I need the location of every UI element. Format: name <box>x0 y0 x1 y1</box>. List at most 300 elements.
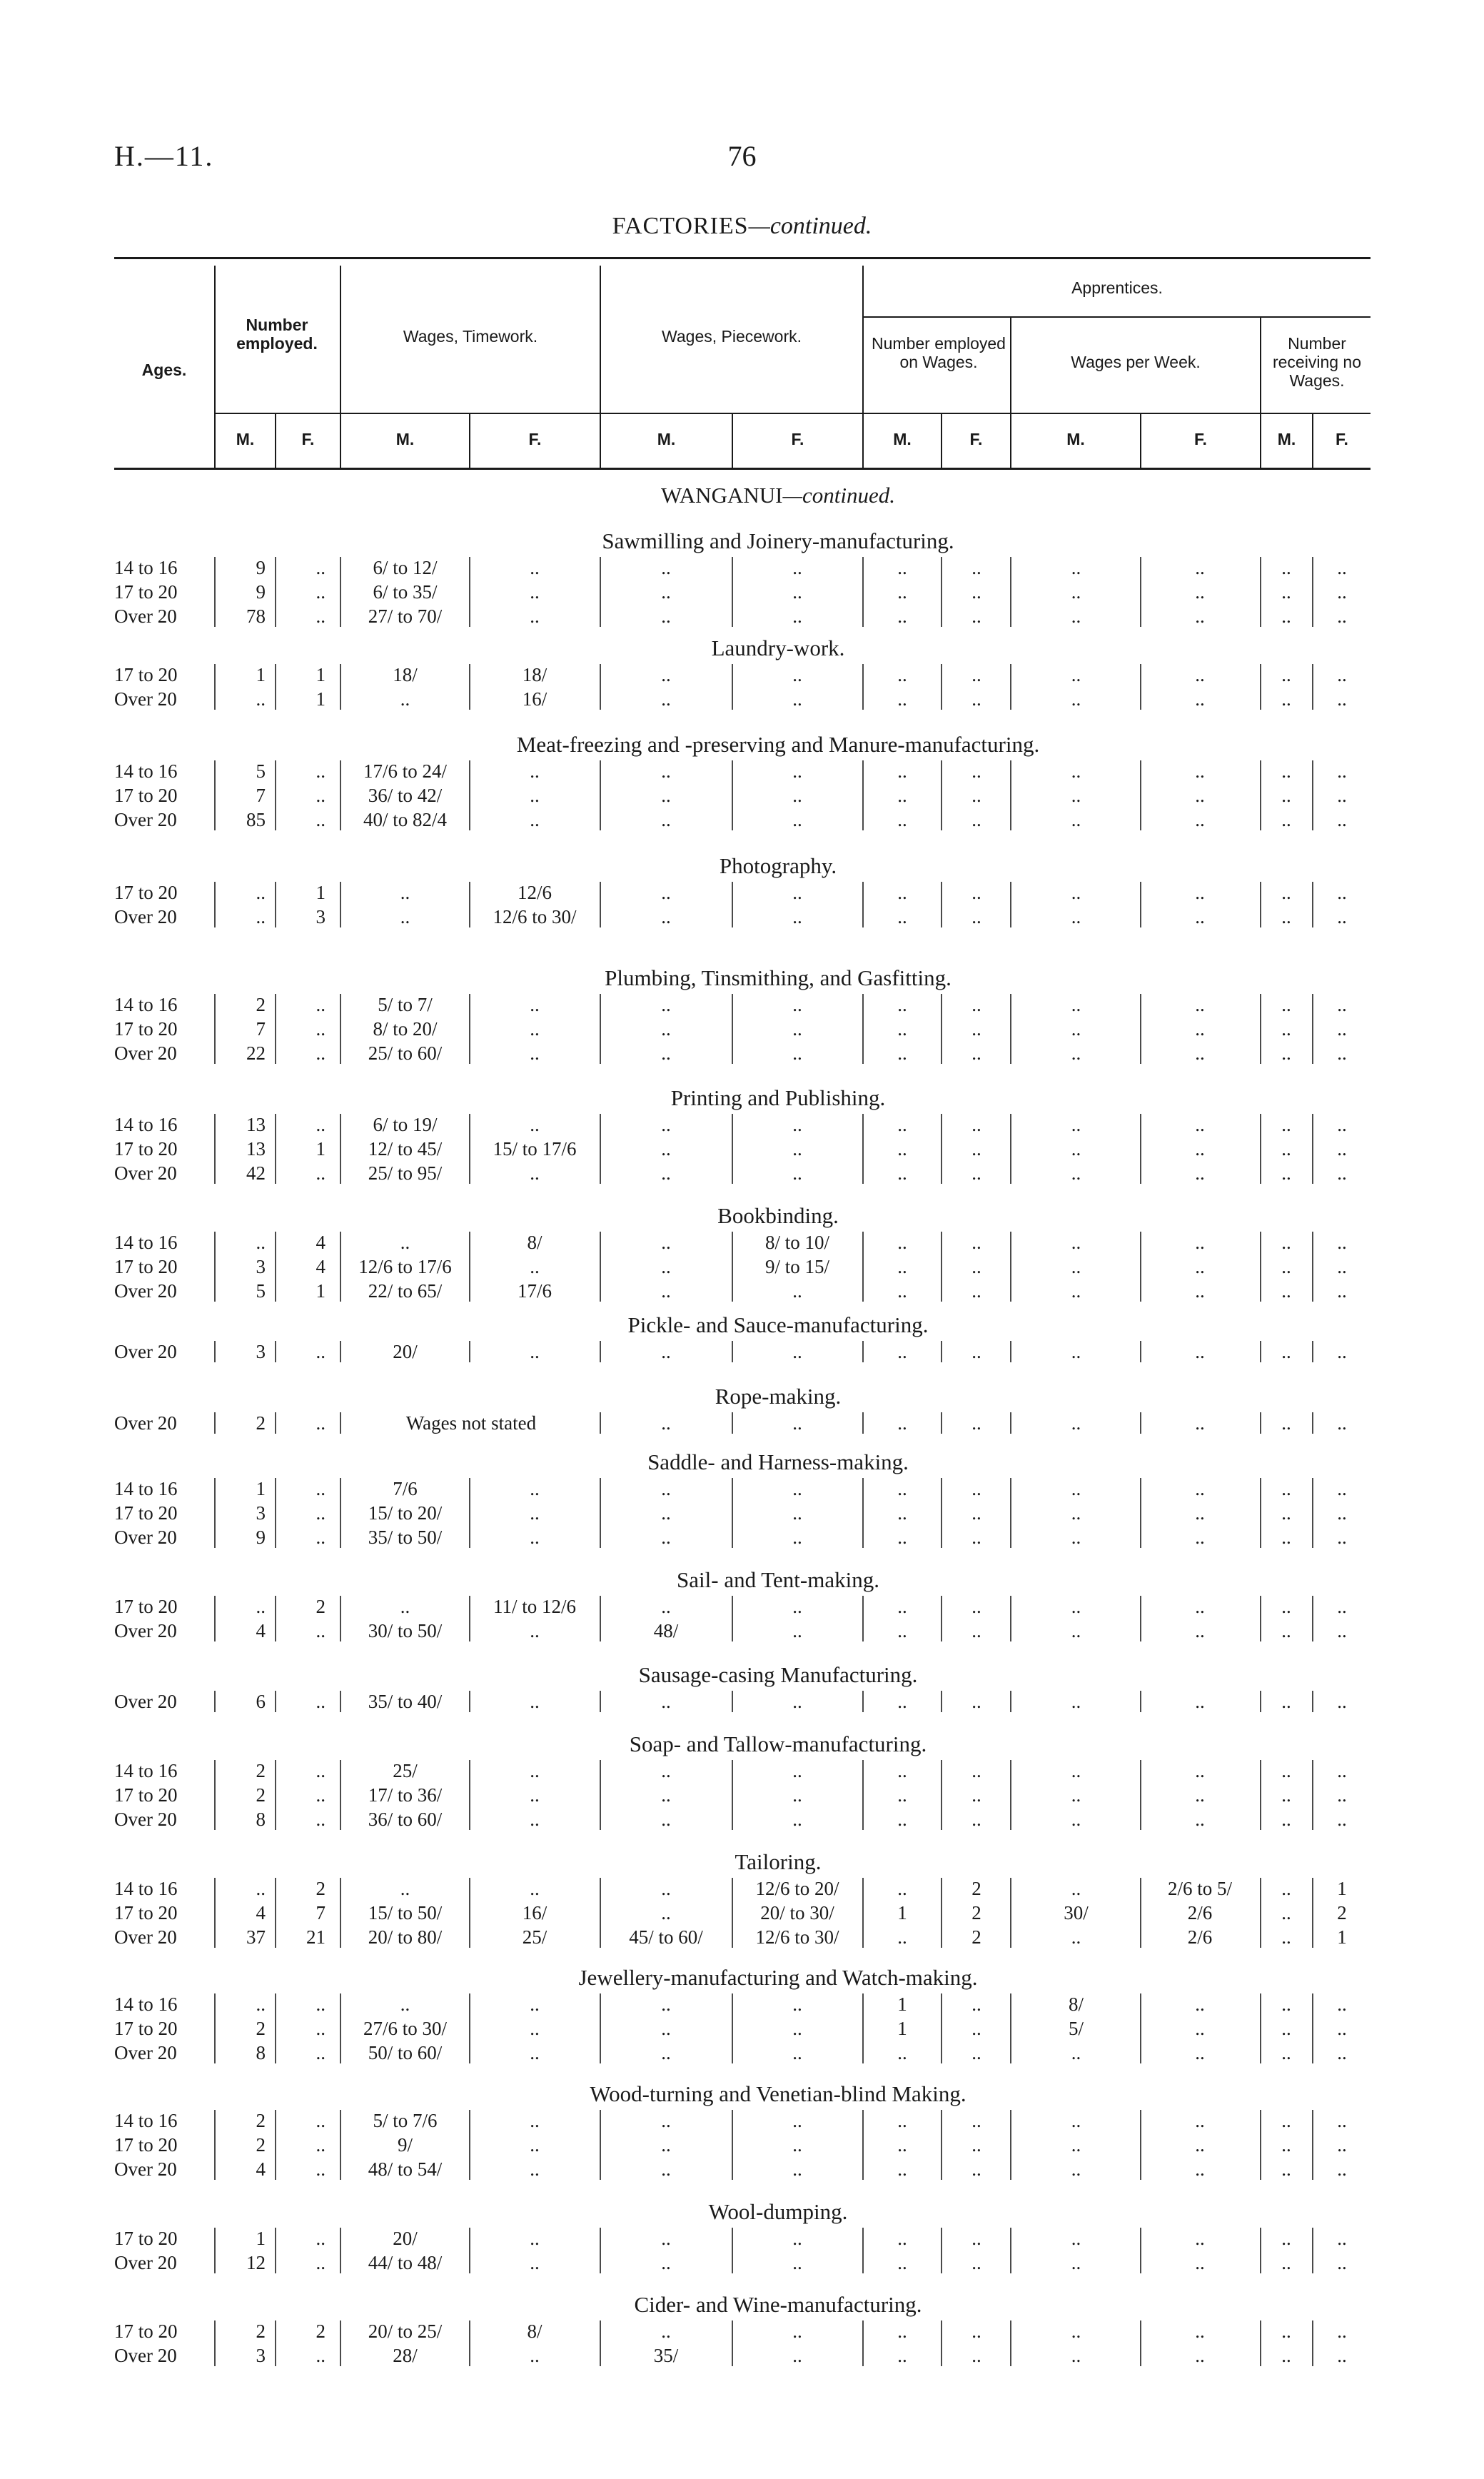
table-cell: .. <box>661 1280 671 1302</box>
table-cell: .. <box>971 1232 981 1253</box>
table-cell: .. <box>971 2110 981 2131</box>
table-cell: .. <box>661 760 671 782</box>
table-cell: .. <box>1195 1042 1205 1064</box>
table-cell: 3 <box>256 1502 266 1524</box>
table-cell: 3 <box>256 1341 266 1362</box>
age-cell: 14 to 16 <box>114 1760 178 1781</box>
table-cell: .. <box>1281 557 1291 578</box>
table-cell: 12/6 <box>517 882 552 903</box>
table-cell: .. <box>530 809 540 830</box>
table-cell: .. <box>971 2042 981 2063</box>
table-cell: 30/ to 50/ <box>368 1620 443 1641</box>
table-cell: .. <box>792 664 802 685</box>
section-title: Sausage-casing Manufacturing. <box>638 1662 918 1687</box>
header-app-employed-m: M. <box>893 430 912 448</box>
table-cell: .. <box>661 1138 671 1160</box>
table-cell: .. <box>1281 994 1291 1015</box>
age-cell: Over 20 <box>114 1280 177 1302</box>
table-cell: .. <box>792 1138 802 1160</box>
table-cell: .. <box>316 2228 325 2249</box>
section-title: Bookbinding. <box>717 1203 839 1228</box>
table-cell: .. <box>530 760 540 782</box>
table-cell: .. <box>1071 1926 1081 1948</box>
table-cell: .. <box>971 1993 981 2015</box>
table-cell: .. <box>897 1527 907 1548</box>
table-cell: .. <box>1337 581 1347 603</box>
table-cell: 15/ to 17/6 <box>493 1138 577 1160</box>
table-cell: .. <box>792 1018 802 1040</box>
table-cell: .. <box>661 1502 671 1524</box>
table-cell: .. <box>661 2158 671 2180</box>
table-cell: 8/ to 20/ <box>373 1018 438 1040</box>
age-cell: Over 20 <box>114 1162 177 1184</box>
table-cell: .. <box>971 1502 981 1524</box>
table-cell: .. <box>316 1018 325 1040</box>
table-cell: 22/ to 65/ <box>368 1280 443 1302</box>
header-mid-rule <box>214 413 1371 414</box>
table-row <box>0 1161 1484 1185</box>
table-cell: .. <box>1195 2345 1205 2366</box>
table-cell: .. <box>792 1993 802 2015</box>
table-cell: 2/6 to 5/ <box>1167 1878 1232 1899</box>
table-cell: .. <box>1195 2320 1205 2342</box>
table-cell: .. <box>316 1478 325 1499</box>
table-row <box>0 2157 1484 2181</box>
table-cell: .. <box>792 605 802 627</box>
table-cell: 5/ <box>1068 2018 1084 2039</box>
section-title: Cider- and Wine-manufacturing. <box>634 2292 922 2317</box>
table-cell: 13 <box>246 1114 266 1135</box>
table-cell: .. <box>792 2320 802 2342</box>
table-cell: .. <box>1071 664 1081 685</box>
page-title-suffix: —continued. <box>748 213 872 239</box>
table-cell: .. <box>1195 2018 1205 2039</box>
table-cell: .. <box>971 2018 981 2039</box>
table-cell: 20/ to 30/ <box>760 1902 834 1924</box>
table-row <box>0 2226 1484 2251</box>
header-top-rule <box>114 257 1371 259</box>
table-cell: .. <box>1071 1042 1081 1064</box>
table-cell: .. <box>1071 2158 1081 2180</box>
table-row <box>0 555 1484 580</box>
table-cell: .. <box>316 1809 325 1830</box>
table-cell: .. <box>1337 1478 1347 1499</box>
table-row <box>0 1411 1484 1435</box>
table-cell: 4 <box>256 1902 266 1924</box>
age-cell: 17 to 20 <box>114 1596 178 1617</box>
table-cell: .. <box>897 1162 907 1184</box>
table-cell: .. <box>661 2110 671 2131</box>
table-cell: .. <box>897 1878 907 1899</box>
table-cell: .. <box>1195 994 1205 1015</box>
table-cell: .. <box>1337 906 1347 927</box>
table-row <box>0 1992 1484 2016</box>
table-cell: .. <box>530 1620 540 1641</box>
table-cell: .. <box>897 906 907 927</box>
table-cell: .. <box>316 2042 325 2063</box>
age-cell: Over 20 <box>114 1926 177 1948</box>
header-app-wages-f: F. <box>1194 430 1207 448</box>
table-cell: .. <box>1337 2228 1347 2249</box>
age-cell: Over 20 <box>114 605 177 627</box>
table-cell: 1 <box>256 664 266 685</box>
table-cell: 2 <box>256 1412 266 1434</box>
table-cell: .. <box>1071 2252 1081 2273</box>
table-cell: 12/6 to 30/ <box>493 906 577 927</box>
table-cell: .. <box>897 1042 907 1064</box>
table-cell: .. <box>530 994 540 1015</box>
table-row <box>0 1901 1484 1925</box>
table-cell: .. <box>897 2320 907 2342</box>
table-cell: 1 <box>897 1902 907 1924</box>
table-cell: .. <box>1281 1620 1291 1641</box>
table-cell: .. <box>897 785 907 806</box>
table-row <box>0 604 1484 628</box>
table-cell: .. <box>1337 994 1347 1015</box>
table-cell: .. <box>316 2110 325 2131</box>
table-cell: .. <box>1281 2345 1291 2366</box>
table-cell: .. <box>1337 2320 1347 2342</box>
table-cell: 35/ to 40/ <box>368 1691 443 1712</box>
table-cell: .. <box>661 785 671 806</box>
table-cell: .. <box>1195 1138 1205 1160</box>
table-cell: .. <box>897 2042 907 2063</box>
table-cell: .. <box>661 1232 671 1253</box>
page-title <box>0 213 1484 240</box>
table-cell: 48/ to 54/ <box>368 2158 443 2180</box>
table-row <box>0 1594 1484 1619</box>
table-cell: .. <box>897 1114 907 1135</box>
table-cell: .. <box>1281 785 1291 806</box>
table-cell: 2/6 <box>1187 1902 1213 1924</box>
table-cell: .. <box>661 1878 671 1899</box>
table-cell: .. <box>256 882 266 903</box>
table-cell: .. <box>1195 1280 1205 1302</box>
table-cell: .. <box>1281 1412 1291 1434</box>
table-cell: .. <box>316 2252 325 2273</box>
table-cell: .. <box>792 785 802 806</box>
table-cell: 78 <box>246 605 266 627</box>
table-cell: .. <box>971 1691 981 1712</box>
table-cell: 1 <box>316 664 325 685</box>
age-cell: 14 to 16 <box>114 2110 178 2131</box>
header-app-nowages-m: M. <box>1277 430 1296 448</box>
table-cell: .. <box>1195 2042 1205 2063</box>
table-cell: .. <box>661 2042 671 2063</box>
header-number-employed: Number employed. <box>236 316 318 353</box>
table-cell: .. <box>792 1042 802 1064</box>
table-cell: 1 <box>256 2228 266 2249</box>
table-cell: .. <box>1281 2158 1291 2180</box>
table-cell: 15/ to 20/ <box>368 1502 443 1524</box>
table-cell: .. <box>1337 2134 1347 2156</box>
table-cell: .. <box>316 2134 325 2156</box>
table-cell: .. <box>1195 1478 1205 1499</box>
table-cell: .. <box>897 664 907 685</box>
table-cell: .. <box>971 1138 981 1160</box>
table-cell: .. <box>1195 1256 1205 1277</box>
table-cell: .. <box>1071 2345 1081 2366</box>
table-cell: .. <box>971 2345 981 2366</box>
table-cell: .. <box>400 882 410 903</box>
table-cell: .. <box>1071 1502 1081 1524</box>
table-cell: .. <box>530 1162 540 1184</box>
table-cell: .. <box>1071 1256 1081 1277</box>
table-cell: .. <box>1071 1878 1081 1899</box>
table-cell: 12/ to 45/ <box>368 1138 443 1160</box>
table-cell: .. <box>661 1412 671 1434</box>
table-cell: .. <box>897 1256 907 1277</box>
section-title: Sail- and Tent-making. <box>677 1567 879 1592</box>
table-cell: .. <box>1281 2252 1291 2273</box>
table-cell: .. <box>1337 1412 1347 1434</box>
age-cell: 14 to 16 <box>114 1878 178 1899</box>
age-cell: 17 to 20 <box>114 2018 178 2039</box>
section-title: Wool-dumping. <box>708 2199 848 2224</box>
table-cell: .. <box>792 1502 802 1524</box>
table-cell: .. <box>1195 2158 1205 2180</box>
table-cell: .. <box>1195 1018 1205 1040</box>
table-cell: .. <box>792 760 802 782</box>
table-cell: 20/ to 25/ <box>368 2320 443 2342</box>
table-cell: .. <box>661 1993 671 2015</box>
table-cell: 1 <box>897 1993 907 2015</box>
table-cell: .. <box>1195 1527 1205 1548</box>
table-cell: .. <box>1337 1114 1347 1135</box>
table-cell: 9 <box>256 557 266 578</box>
table-cell: 37 <box>246 1926 266 1948</box>
table-cell: .. <box>971 2158 981 2180</box>
header-timework-f: F. <box>528 430 542 448</box>
age-cell: 17 to 20 <box>114 664 178 685</box>
region-heading <box>128 483 1428 508</box>
table-cell: 7 <box>316 1902 325 1924</box>
table-cell: .. <box>1281 1502 1291 1524</box>
table-cell: .. <box>1337 1760 1347 1781</box>
table-cell: 8/ <box>1068 1993 1084 2015</box>
table-row <box>0 1525 1484 1549</box>
table-cell: 3 <box>316 906 325 927</box>
section-title: Soap- and Tallow-manufacturing. <box>629 1731 927 1756</box>
header-number-m: M. <box>236 430 255 448</box>
table-cell: .. <box>971 581 981 603</box>
table-cell: 20/ to 80/ <box>368 1926 443 1948</box>
table-cell: .. <box>661 688 671 710</box>
table-cell: .. <box>530 2345 540 2366</box>
table-cell: .. <box>971 1114 981 1135</box>
age-cell: Over 20 <box>114 906 177 927</box>
table-cell: .. <box>792 809 802 830</box>
table-cell: .. <box>1281 1926 1291 1948</box>
table-cell: .. <box>971 809 981 830</box>
table-row <box>0 687 1484 711</box>
table-cell: 27/6 to 30/ <box>363 2018 447 2039</box>
table-cell: .. <box>1281 2018 1291 2039</box>
table-cell: .. <box>530 1256 540 1277</box>
table-cell: 21 <box>306 1926 325 1948</box>
table-cell: .. <box>1337 809 1347 830</box>
table-cell: .. <box>1337 1138 1347 1160</box>
table-cell: .. <box>530 2252 540 2273</box>
table-cell: .. <box>316 1527 325 1548</box>
header-app-employed-f: F. <box>969 430 983 448</box>
table-cell: 9 <box>256 1527 266 1548</box>
table-cell: .. <box>1337 2252 1347 2273</box>
table-cell: 16/ <box>522 1902 547 1924</box>
table-cell: .. <box>792 1162 802 1184</box>
table-cell: .. <box>661 2320 671 2342</box>
table-cell: .. <box>897 1760 907 1781</box>
header-apprentices-no-wages: Number receiving no Wages. <box>1272 334 1362 390</box>
table-cell: .. <box>1195 2134 1205 2156</box>
table-cell: 4 <box>316 1256 325 1277</box>
table-cell: .. <box>661 1162 671 1184</box>
table-row <box>0 1339 1484 1364</box>
table-cell: .. <box>1281 1760 1291 1781</box>
table-row <box>0 1477 1484 1501</box>
table-cell: .. <box>256 906 266 927</box>
table-cell: 17/6 <box>517 1280 552 1302</box>
table-cell: .. <box>1281 1691 1291 1712</box>
table-cell: .. <box>897 1596 907 1617</box>
table-cell: .. <box>1337 664 1347 685</box>
table-row <box>0 1759 1484 1783</box>
table-cell: 2 <box>256 2110 266 2131</box>
table-cell: .. <box>792 1478 802 1499</box>
header-bottom-rule <box>114 468 1371 470</box>
table-cell: 5/ to 7/6 <box>373 2110 438 2131</box>
table-row <box>0 2133 1484 2157</box>
table-cell: .. <box>1195 1232 1205 1253</box>
table-cell: .. <box>1071 1138 1081 1160</box>
table-cell: .. <box>1337 1691 1347 1712</box>
table-cell: 9/ to 15/ <box>764 1256 829 1277</box>
table-cell: .. <box>661 605 671 627</box>
table-cell: 50/ to 60/ <box>368 2042 443 2063</box>
table-cell: .. <box>971 882 981 903</box>
table-cell: 12 <box>246 2252 266 2273</box>
table-cell: .. <box>400 1232 410 1253</box>
table-cell: .. <box>530 581 540 603</box>
table-cell: 8 <box>256 1809 266 1830</box>
table-cell: .. <box>530 2228 540 2249</box>
table-cell: .. <box>1281 1993 1291 2015</box>
table-cell: .. <box>316 1760 325 1781</box>
table-cell: .. <box>792 2134 802 2156</box>
table-cell: 2 <box>256 2320 266 2342</box>
table-cell: .. <box>1337 2042 1347 2063</box>
table-cell: .. <box>1281 1232 1291 1253</box>
table-cell: 4 <box>256 2158 266 2180</box>
table-cell: 8 <box>256 2042 266 2063</box>
table-cell: 7 <box>256 785 266 806</box>
table-cell: .. <box>661 882 671 903</box>
header-wages-piecework: Wages, Piecework. <box>662 327 802 346</box>
table-cell: .. <box>1281 906 1291 927</box>
table-cell: .. <box>897 1784 907 1806</box>
table-cell: .. <box>897 1691 907 1712</box>
table-cell: .. <box>530 1760 540 1781</box>
section-title: Pickle- and Sauce-manufacturing. <box>627 1312 929 1337</box>
table-cell: .. <box>792 882 802 903</box>
table-cell: 2 <box>971 1878 981 1899</box>
table-cell: .. <box>1281 809 1291 830</box>
table-cell: .. <box>792 2158 802 2180</box>
table-cell: .. <box>316 1784 325 1806</box>
table-cell: .. <box>1281 1114 1291 1135</box>
table-cell: .. <box>1281 760 1291 782</box>
age-cell: Over 20 <box>114 2158 177 2180</box>
table-cell: .. <box>897 1809 907 1830</box>
table-cell: .. <box>1071 2042 1081 2063</box>
table-cell: .. <box>792 688 802 710</box>
table-cell: .. <box>1071 2134 1081 2156</box>
table-cell: .. <box>897 1478 907 1499</box>
age-cell: Over 20 <box>114 1527 177 1548</box>
header-apprentices-wages-per-week: Wages per Week. <box>1071 353 1201 371</box>
table-cell: 5/ to 7/ <box>378 994 433 1015</box>
table-cell: .. <box>661 994 671 1015</box>
table-cell: .. <box>1281 1784 1291 1806</box>
table-cell: .. <box>661 1784 671 1806</box>
table-cell: .. <box>530 1341 540 1362</box>
table-cell: 7 <box>256 1018 266 1040</box>
table-row <box>0 783 1484 808</box>
age-cell: 14 to 16 <box>114 557 178 578</box>
table-cell: .. <box>897 809 907 830</box>
table-cell: 27/ to 70/ <box>368 605 443 627</box>
table-cell: .. <box>792 906 802 927</box>
table-cell: .. <box>971 1596 981 1617</box>
table-cell: .. <box>971 664 981 685</box>
table-cell: .. <box>530 1478 540 1499</box>
table-cell: 25/ to 95/ <box>368 1162 443 1184</box>
table-cell: .. <box>1281 1162 1291 1184</box>
table-row <box>0 2251 1484 2275</box>
table-cell: .. <box>1195 581 1205 603</box>
table-cell: .. <box>661 1114 671 1135</box>
table-cell: 6/ to 12/ <box>373 557 438 578</box>
table-cell: .. <box>661 2134 671 2156</box>
table-cell: .. <box>661 1018 671 1040</box>
table-cell: .. <box>1281 1902 1291 1924</box>
table-cell: .. <box>1337 1018 1347 1040</box>
table-cell: .. <box>792 1809 802 1830</box>
age-cell: 14 to 16 <box>114 1114 178 1135</box>
age-cell: 17 to 20 <box>114 1256 178 1277</box>
table-row <box>0 2319 1484 2343</box>
table-cell: .. <box>897 2345 907 2366</box>
table-cell: 1 <box>1337 1878 1347 1899</box>
table-cell: .. <box>1337 1620 1347 1641</box>
table-cell: 85 <box>246 809 266 830</box>
table-row <box>0 580 1484 604</box>
table-cell: .. <box>316 1691 325 1712</box>
section-title: Meat-freezing and -preserving and Manure-manufacturing. <box>516 732 1040 757</box>
table-cell: .. <box>897 557 907 578</box>
table-cell: .. <box>1071 1232 1081 1253</box>
table-cell: .. <box>530 2158 540 2180</box>
table-cell: .. <box>792 2110 802 2131</box>
table-cell: .. <box>316 2018 325 2039</box>
table-cell: 2 <box>316 2320 325 2342</box>
table-cell: .. <box>1195 1809 1205 1830</box>
table-cell: .. <box>256 1993 266 2015</box>
table-cell: 6/ to 35/ <box>373 581 438 603</box>
table-cell: .. <box>661 809 671 830</box>
table-cell: 11/ to 12/6 <box>493 1596 576 1617</box>
table-cell: .. <box>256 1232 266 1253</box>
